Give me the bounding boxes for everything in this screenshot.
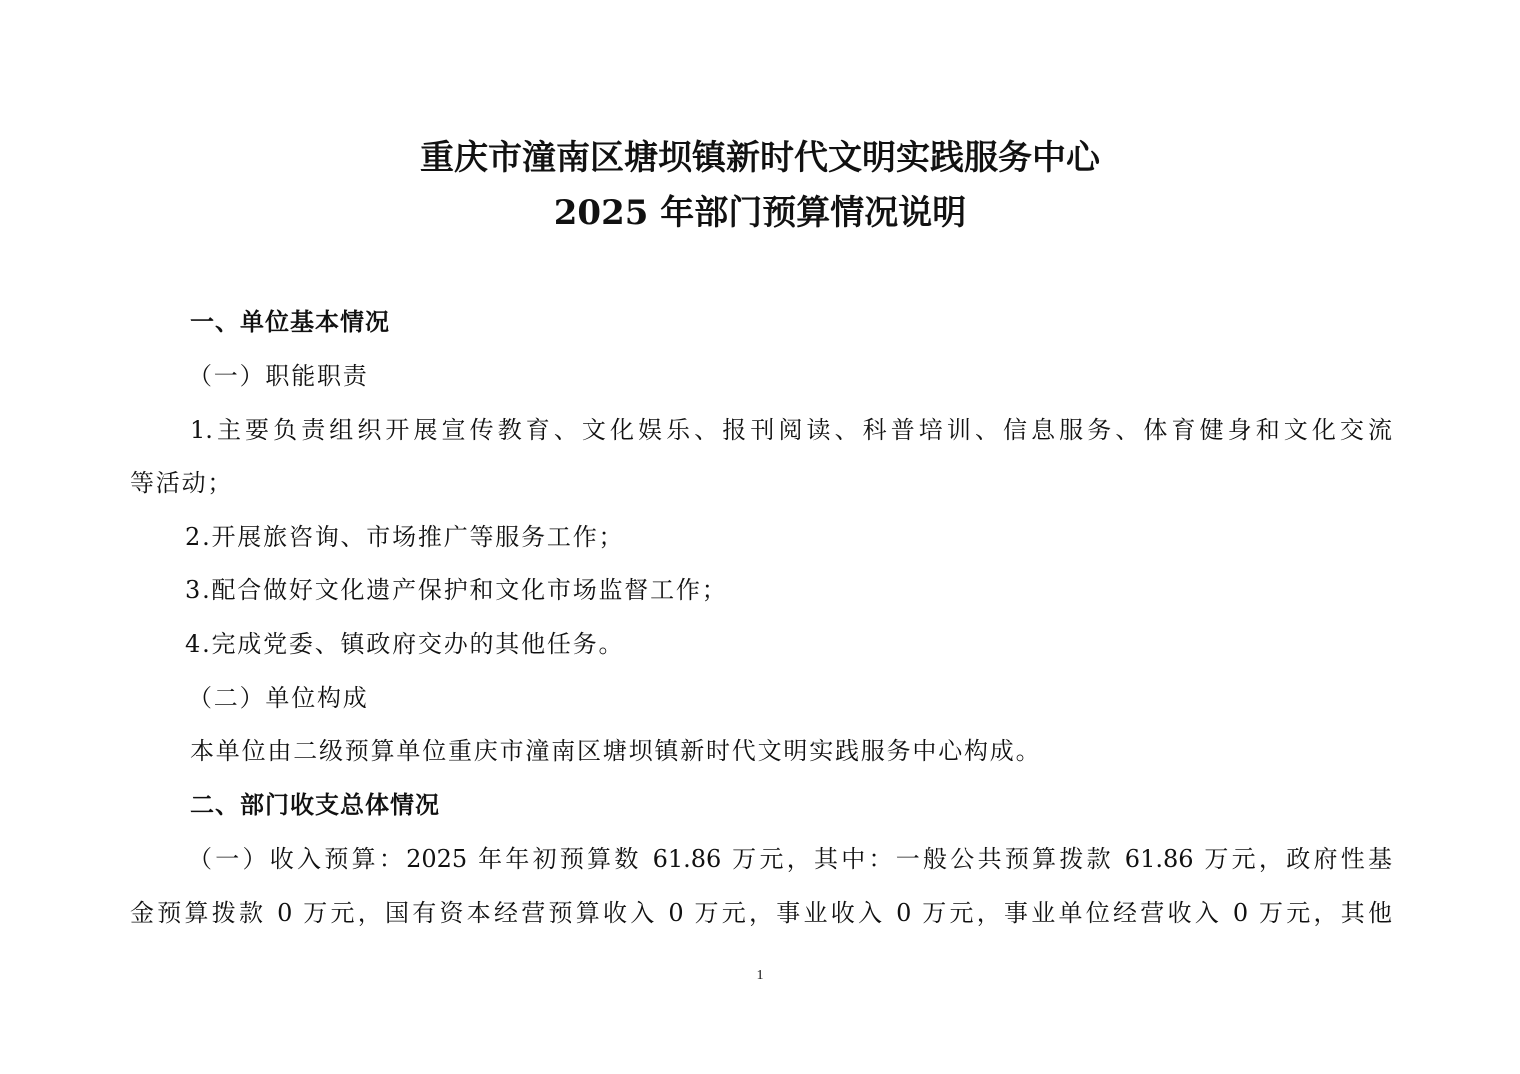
subsection-heading-functions: （一）职能职责 (188, 362, 369, 390)
section-heading-1: 一、单位基本情况 (190, 308, 390, 336)
paragraph-composition: 本单位由二级预算单位重庆市潼南区塘坝镇新时代文明实践服务中心构成。 (190, 737, 1042, 765)
paragraph-1-line-1: 1.主要负责组织开展宣传教育、文化娱乐、报刊阅读、科普培训、信息服务、体育健身和文化交流 (190, 416, 1392, 444)
paragraph-income-line-2: 金预算拨款 0 万元，国有资本经营预算收入 0 万元，事业收入 0 万元，事业单位经营收入 0 万元，其他 (130, 899, 1392, 927)
paragraph-3: 3.配合做好文化遗产保护和文化市场监督工作； (185, 576, 728, 604)
document-title-line-2: 2025 年部门预算情况说明 (553, 193, 967, 233)
paragraph-2: 2.开展旅咨询、市场推广等服务工作； (185, 523, 625, 551)
subsection-heading-composition: （二）单位构成 (188, 684, 369, 712)
paragraph-income-line-1: （一）收入预算：2025 年年初预算数 61.86 万元，其中：一般公共预算拨款 61.86 万元，政府性基 (188, 845, 1392, 873)
document-title-line-1: 重庆市潼南区塘坝镇新时代文明实践服务中心 (420, 138, 1100, 178)
paragraph-4: 4.完成党委、镇政府交办的其他任务。 (185, 630, 625, 658)
page-number: 1 (756, 968, 764, 983)
section-heading-2: 二、部门收支总体情况 (190, 791, 440, 819)
paragraph-1-line-2: 等活动； (130, 469, 234, 497)
